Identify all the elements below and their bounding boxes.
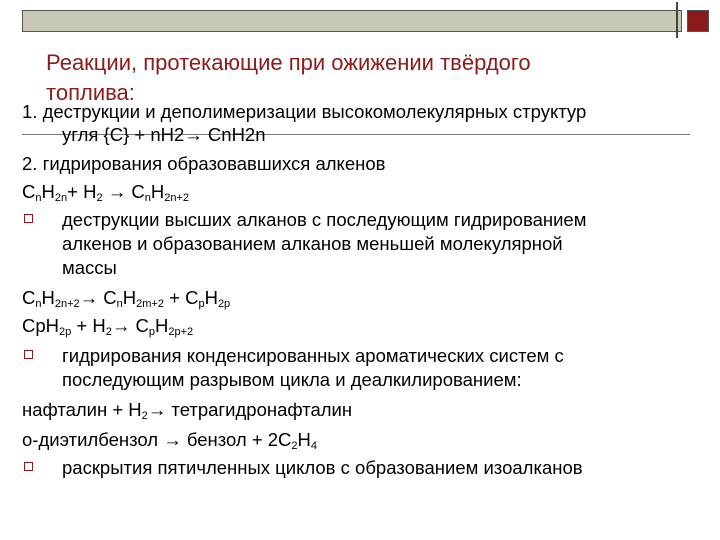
equation-4: нафталин + $H_2\to$ тетрагидронафталин [22,399,353,422]
square-bullet-icon [24,214,33,223]
bullet-1-line-1: деструкции высших алканов с последующим гидрированием [62,209,587,230]
bullet-1-line-2: алкенов и образованием алканов меньшей молекулярной [62,233,563,254]
equation-1: $C_nH_{2n}+ H_2 \to C_nH_{2n+2}$ [22,181,189,204]
bullet-1-line-3: массы [62,257,117,278]
bullet-3: раскрытия пятичленных циклов с образованием изоалканов [62,457,583,478]
item-2: 2. гидрирования образовавшихся алкенов [22,153,386,174]
header-divider [676,2,678,38]
bullet-2-line-1: гидрирования конденсированных ароматических систем с [62,345,564,366]
header-bar [22,10,682,32]
title-line-1: Реакции, протекающие при ожижении твёрдого [46,50,531,75]
item-1-line-2: угля {C} + nH2→ CnH2n [62,124,266,145]
equation-3: $CрH_{2p} + H_2\to C_pH_{2p+2}$ [22,315,194,338]
bullet-2-line-2: последующим разрывом цикла и деалкилированием: [62,369,522,390]
item-1-line-1: 1. деструкции и деполимеризации высокомолекулярных структур [22,101,587,122]
square-bullet-icon [24,350,33,359]
square-bullet-icon [24,462,33,471]
title-line-2: топлива: [46,80,135,105]
slide-title [46,48,531,108]
header-square [687,10,709,32]
equation-2: $C_nH_{2n+2}\to C_nH_{2m+2} + C_pH_{2p}$ [22,287,231,310]
equation-5: о-диэтилбензол → бензол + $2C_2H_4$ [22,429,318,452]
